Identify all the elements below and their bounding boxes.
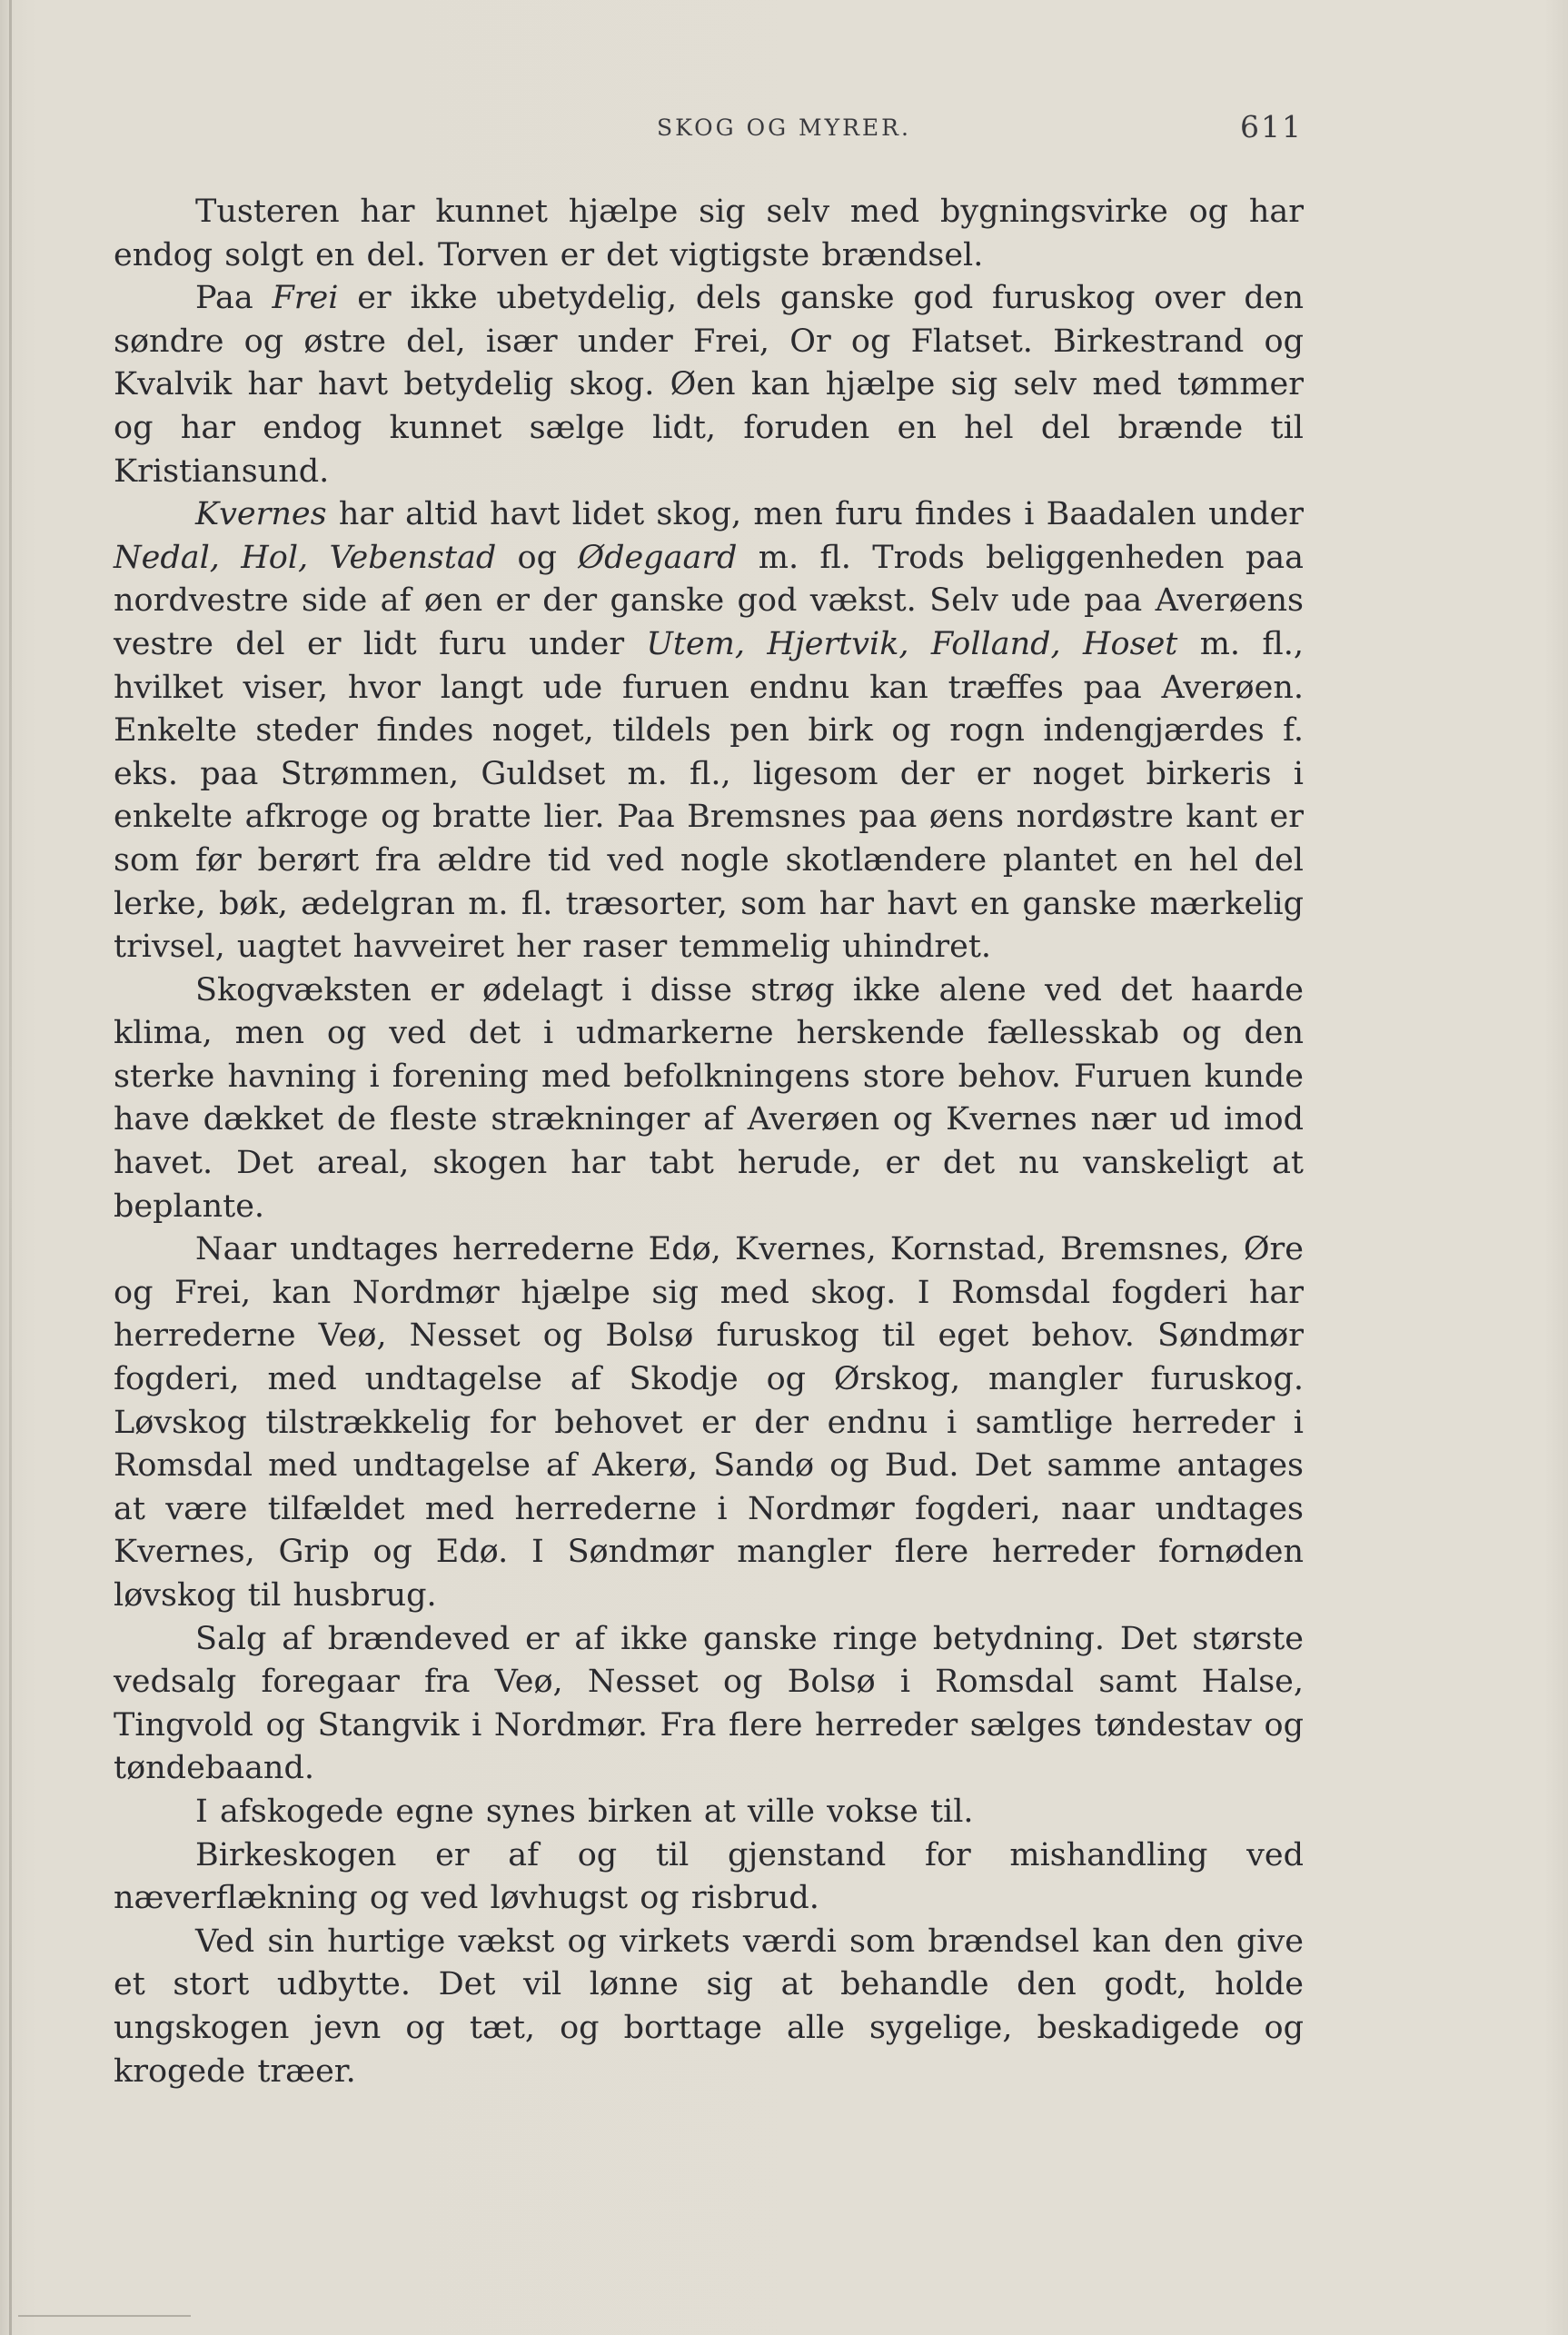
text-run: Naar undtages herrederne Edø, Kvernes, Kornstad, Bremsnes, Øre og Frei, kan Nordmør hjælpe sig med skog. I Romsdal fogderi har herrederne Veø, Nesset og Bolsø furuskog til eget behov. Søndmør fogderi, med undtagelse af Skodje og Ørskog, mangler furuskog. Løvskog tilstrækkelig for behovet er der endnu i samtlige herreder i Romsdal med undtagelse af Akerø, Sandø og Bud. Det samme antages at være tilfældet med herrederne i Nordmør fogderi, naar undtages Kvernes, Grip og Edø. I Søndmør mangler flere herreder fornøden løvskog til husbrug.: [114, 1231, 1304, 1614]
paragraph: [114, 277, 1304, 493]
italic-place-name: Nedal, Hol, Vebenstad: [114, 539, 497, 576]
text-run: Salg af brændeved er af ikke ganske ringe betydning. Det største vedsalg foregaar fra Veø, Nesset og Bolsø i Romsdal samt Halse, Tingvold og Stangvik i Nordmør. Fra flere herreder sælges tøndestav og tøndebaand.: [114, 1620, 1304, 1787]
page-binding-edge: [9, 0, 12, 2335]
paragraph: [114, 191, 1304, 277]
paragraph: [114, 493, 1304, 969]
paragraph: [114, 1618, 1304, 1791]
text-run: Birkeskogen er af og til gjenstand for mishandling ved næverflækning og ved løvhugst og risbrud.: [114, 1836, 1304, 1917]
paragraph: [114, 1921, 1304, 2093]
italic-place-name: Ødegaard: [578, 539, 738, 576]
text-run: Paa: [195, 280, 273, 317]
page-header: [0, 107, 1568, 153]
running-title: SKOG OG MYRER.: [657, 114, 911, 141]
bottom-edge-mark: [18, 2315, 191, 2317]
paragraph: [114, 1834, 1304, 1921]
text-run: m. fl., hvilket viser, hvor langt ude furuen endnu kan træffes paa Averøen. Enkelte steder findes noget, tildels pen birk og rogn indengjærdes f. eks. paa Strømmen, Guldset m. fl., ligesom der er noget birkeris i enkelte afkroge og bratte lier. Paa Bremsnes paa øens nordøstre kant er som før berørt fra ældre tid ved nogle skotlændere plantet en hel del lerke, bøk, ædelgran m. fl. træsorter, som har havt en ganske mærkelig trivsel, uagtet havveiret her raser temmelig uhindret.: [114, 625, 1304, 966]
page-number: 611: [1240, 109, 1303, 144]
text-run: Tusteren har kunnet hjælpe sig selv med bygningsvirke og har endog solgt en del. Torven er det vigtigste brændsel.: [114, 194, 1304, 273]
paragraph: [114, 1228, 1304, 1617]
text-run: har altid havt lidet skog, men furu findes i Baadalen under: [326, 496, 1304, 533]
text-run: Skogvæksten er ødelagt i disse strøg ikke alene ved det haarde klima, men og ved det i udmarkerne herskende fællesskab og den sterke havning i forening med befolkningens store behov. Furuen kunde have dækket de fleste strækninger af Averøen og Kvernes nær ud imod havet. Det areal, skogen har tabt herude, er det nu vanskeligt at beplante.: [114, 971, 1304, 1225]
text-run: I afskogede egne synes birken at ville vokse til.: [195, 1793, 974, 1830]
text-run: m. fl. Trods beliggenheden paa nordvestre side af øen er der ganske god vækst. Selv ude paa Averøens vestre del er lidt furu under: [114, 539, 1305, 662]
text-run: og: [496, 539, 579, 576]
italic-place-name: Kvernes: [195, 496, 327, 533]
italic-place-name: Frei: [272, 280, 339, 317]
paragraph: [114, 1791, 1304, 1834]
body-text: [114, 191, 1304, 2093]
paragraph: [114, 969, 1304, 1229]
text-run: Ved sin hurtige vækst og virkets værdi som brændsel kan den give et stort udbytte. Det vil lønne sig at behandle den godt, holde ungskogen jevn og tæt, og borttage alle sygelige, beskadigede og krogede træer.: [114, 1923, 1304, 2090]
italic-place-name: Utem, Hjertvik, Folland, Hoset: [646, 625, 1178, 662]
text-run: er ikke ubetydelig, dels ganske god furuskog over den søndre og østre del, især under Frei, Or og Flatset. Birkestrand og Kvalvik har havt betydelig skog. Øen kan hjælpe sig selv med tømmer og har endog kunnet sælge lidt, foruden en hel del brænde til Kristiansund.: [114, 280, 1304, 490]
